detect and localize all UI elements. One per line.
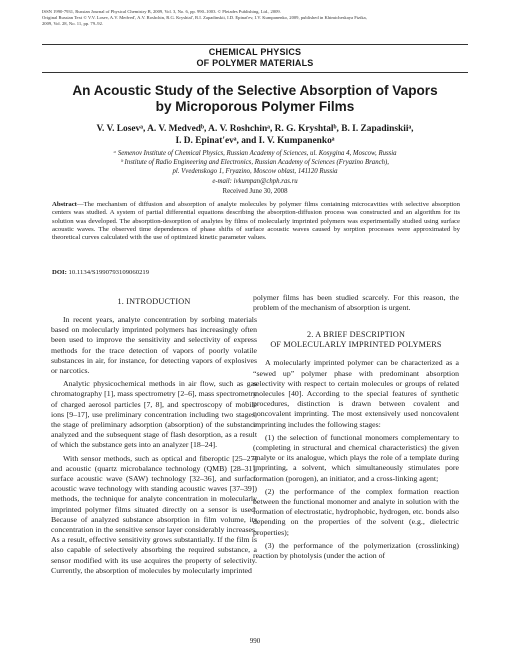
intro-paragraph-1: In recent years, analyte concentration by sorbing materials based on molecularly imprinted polymers has increasingly often been used to improve the sensitivity and selectivity of express methods for the trace detection of vapors of poorly volatile substances in air, for instance, for detecting vapors of explosives or narcotics. [51, 315, 257, 376]
paper-title-line1: An Acoustic Study of the Selective Absorption of Vapors [72, 83, 438, 98]
heading-mip-line2: OF MOLECULARLY IMPRINTED POLYMERS [270, 340, 442, 350]
section-label [160, 47, 350, 69]
header-line-volume: 2009, Vol. 28, No. 11, pp. 79–92. [42, 21, 104, 26]
left-column [51, 293, 257, 579]
right-column [253, 293, 459, 564]
contact-email[interactable]: e-mail: ivkumpan@chph.ras.ru [212, 178, 298, 185]
paper-title-line2: by Microporous Polymer Films [155, 99, 355, 114]
section-label-line2: OF POLYMER MATERIALS [196, 58, 314, 68]
affiliation-b-line2: pl. Vvedenskogo 1, Fryazino, Moscow oblast, 141120 Russia [172, 168, 338, 175]
intro-paragraph-2: Analytic physicochemical methods in air flow, such as gas chromatography [1], mass spectrometry [2–6], mass spectrometry of charged aerosol particles [7, 8], and spectroscopy of mobile ions [9–17], use preliminary concentration including two stages, the stage of preliminary adsorption (absorption) of the substance analyzed and the subsequent stage of flash desorption, as a result of which the substance gets into an analyzer [18–24]. [51, 379, 257, 450]
abstract-text: —The mechanism of diffusion and absorption of analyte molecules by polymer films containing microcavities with selective absorption centers was studied. A system of partial differential equations describing the absorption-diffusion process was constructed and an algorithm for its solution was developed. The absorption-desorption of analytes by films of molecularly imprinted polymers was experimentally studied using surface acoustic waves. The observed time dependences of phase shifts of surface acoustic waves caused by sorption processes were approximated by theoretical curves calculated with the use of optimized kinetic parameter values. [52, 201, 460, 242]
mip-paragraph-4: (3) the performance of the polymerization (crosslinking) reaction by photolysis (under the action of [253, 540, 459, 561]
author-list [45, 123, 465, 147]
abstract [52, 201, 460, 243]
heading-mip-line1: 2. A BRIEF DESCRIPTION [306, 330, 406, 340]
header-line-issn: ISSN 1990-7931, Russian Journal of Physical Chemistry B, 2009, Vol. 3, No. 6, pp. 990–1003. © Pleiades Publishing, Ltd., 2009. [42, 9, 281, 14]
doi-label: DOI: [52, 269, 67, 276]
received-date: Received June 30, 2008 [222, 188, 288, 195]
section-rule-top [42, 44, 468, 45]
doi-line [52, 269, 460, 277]
abstract-label: Abstract [52, 201, 77, 208]
paper-title [45, 83, 465, 115]
mip-paragraph-1: A molecularly imprinted polymer can be characterized as a “sewed up” polymer phase with predominant absorption selectivity with respect to certain molecules or groups of related molecules [40]. According to the special features of synthetic procedures, distinction is drawn between covalent and noncovalent imprinting. The most extensively used noncovalent imprinting includes the following stages: [253, 358, 459, 429]
section-label-line1: CHEMICAL PHYSICS [208, 47, 302, 57]
author-list-line2: I. D. Epinat'evᵃ, and I. V. Kumpanenkoᵃ [175, 136, 335, 146]
author-list-line1: V. V. Losevᵃ, A. V. Medvedᵇ, A. V. Roshchinᵃ, R. G. Kryshtalᵇ, B. I. Zapadinskiiᵃ, [96, 124, 414, 134]
doi-value[interactable]: 10.1134/S1990793109060219 [68, 269, 150, 276]
heading-introduction: 1. INTRODUCTION [117, 297, 191, 306]
heading-mip-description [253, 330, 459, 350]
intro-paragraph-3: With sensor methods, such as optical and fiberoptic [25–27] and acoustic (quartz microbalance technology (QMB) [28–31], surface acoustic wave (SAW) technology [32–36], and surface acoustic wave technology with standing acoustic waves [37–39]) methods, the technique for analyte concentration in molecularly imprinted polymer films situated directly on a sensor is used. Because of analyzed substance absorption in film volume, its concentration in the sensitive sensor layer considerably increases. As a result, effective sensitivity grows substantially. If the film is also capable of selectively absorbing the required substance, a sensor modified with its use acquires the property of selectivity. Currently, the absorption of molecules by molecularly imprinted [51, 453, 257, 575]
mip-paragraph-3: (2) the performance of the complex formation reaction between the functional monomer and analyte in solution with the formation of electrostatic, hydrophobic, hydrogen, etc. bonds also depending on the properties of the solvent (e.g., dielectric properties); [253, 486, 459, 537]
intro-continuation: polymer films has been studied scarcely. For this reason, the problem of the mechanism of absorption is urgent. [253, 293, 459, 313]
mip-paragraph-2: (1) the selection of functional monomers complementary to (completing in structural and chemical characteristics) the given analyte or its analogue, which plays the role of a template during imprinting, a solvent, which simultaneously stimulates pore formation (porogen), an initiator, and a cross-linking agent; [253, 432, 459, 483]
journal-header [42, 9, 482, 27]
affiliation-b-line1: ᵇ Institute of Radio Engineering and Electronics, Russian Academy of Sciences (Fryazino Branch), [121, 159, 389, 166]
affiliation-a: ᵃ Semenov Institute of Chemical Physics, Russian Academy of Sciences, ul. Kosygina 4, Moscow, Russia [113, 150, 397, 157]
header-line-original: Original Russian Text © V.V. Losev, A.V. Medved', A.V. Roshchin, R.G. Kryshtal', B.I. Zapadinskii, I.D. Epinat'ev, I.V. Kumpanenko, 2009, published in Khimicheskaya Fizika, [42, 15, 367, 20]
page-number: 990 [249, 637, 261, 645]
section-rule-bottom [42, 72, 468, 73]
